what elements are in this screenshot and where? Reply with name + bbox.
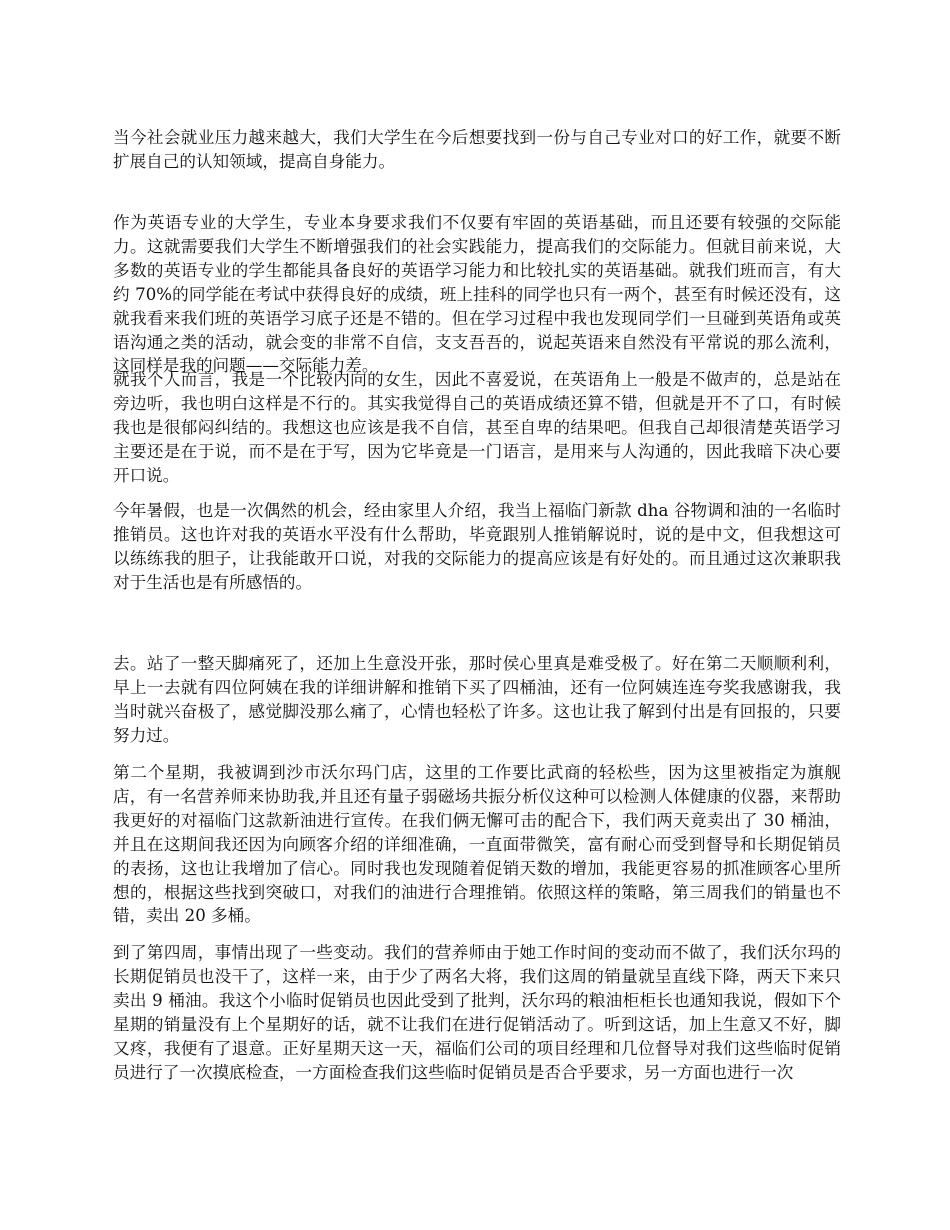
paragraph-5: 去。站了一整天脚痛死了，还加上生意没开张，那时侯心里真是难受极了。好在第二天顺顺利利，早上一去就有四位阿姨在我的详细讲解和推销下买了四桶油，还有一位阿姨连连夸奖我感谢我，我当时就兴奋极了，感觉脚没那么痛了，心情也轻松了许多。这也让我了解到付出是有回报的，只要努力过。 <box>113 654 841 745</box>
paragraph-3: 就我个人而言，我是一个比较内向的女生，因此不喜爱说，在英语角上一般是不做声的，总是站在旁边听，我也明白这样是不行的。其实我觉得自己的英语成绩还算不错，但就是开不了口，有时候我也是很郁闷纠结的。我想这也应该是我不自信，甚至自卑的结果吧。但我自己却很清楚英语学习主要还是在于说，而不是在于写，因为它毕竟是一门语言，是用来与人沟通的，因此我暗下决心要开口说。 <box>113 370 841 485</box>
paragraph-1: 当今社会就业压力越来越大，我们大学生在今后想要找到一份与自己专业对口的好工作，就要不断扩展自己的认知领域，提高自身能力。 <box>113 128 841 171</box>
paragraph-7: 到了第四周，事情出现了一些变动。我们的营养师由于她工作时间的变动而不做了，我们沃尔玛的长期促销员也没干了，这样一来，由于少了两名大将，我们这周的销量就呈直线下降，两天下来只卖出 9 桶油。我这个小临时促销员也因此受到了批判，沃尔玛的粮油柜柜长也通知我说，假如下个星期的销量没有上个星期好的话，就不让我们在进行促销活动了。听到这话，加上生意又不好，脚又疼，我便有了退意。正好星期天这一天，福临们公司的项目经理和几位督导对我们这些临时促销员进行了一次摸底检查，一方面检查我们这些临时促销员是否合乎要求，另一方面也进行一次 <box>113 943 841 1082</box>
paragraph-4: 今年暑假，也是一次偶然的机会，经由家里人介绍，我当上福临门新款 dha 谷物调和油的一名临时推销员。这也许对我的英语水平没有什么帮助，毕竟跟别人推销解说时，说的是中文，但我想这可以练练我的胆子，让我能敢开口说，对我的交际能力的提高应该是有好处的。而且通过这次兼职我对于生活也是有所感悟的。 <box>113 501 841 592</box>
paragraph-6: 第二个星期，我被调到沙市沃尔玛门店，这里的工作要比武商的轻松些，因为这里被指定为旗舰店，有一名营养师来协助我,并且还有量子弱磁场共振分析仪这种可以检测人体健康的仪器，来帮助我更好的对福临门这款新油进行宣传。在我们俩无懈可击的配合下，我们两天竟卖出了 30 桶油，并且在这期间我还因为向顾客介绍的详细准确，一直面带微笑，富有耐心而受到督导和长期促销员的表扬，这也让我增加了信心。同时我也发现随着促销天数的增加，我能更容易的抓准顾客心里所想的，根据这些找到突破口，对我们的油进行合理推销。依照这样的策略，第三周我们的销量也不错，卖出 20 多桶。 <box>113 763 841 926</box>
paragraph-2: 作为英语专业的大学生，专业本身要求我们不仅要有牢固的英语基础，而且还要有较强的交际能力。这就需要我们大学生不断增强我们的社会实践能力，提高我们的交际能力。但就目前来说，大多数的英语专业的学生都能具备良好的英语学习能力和比较扎实的英语基础。就我们班而言，有大约 70%的同学能在考试中获得良好的成绩，班上挂科的同学也只有一两个，甚至有时候还没有，这就我看来我们班的英语学习底子还是不错的。但在学习过程中我也发现同学们一旦碰到英语角或英语沟通之类的活动，就会变的非常不自信，支支吾吾的，说起英语来自然没有平常说的那么流利，这同样是我的问题——交际能力差。 <box>113 213 841 376</box>
